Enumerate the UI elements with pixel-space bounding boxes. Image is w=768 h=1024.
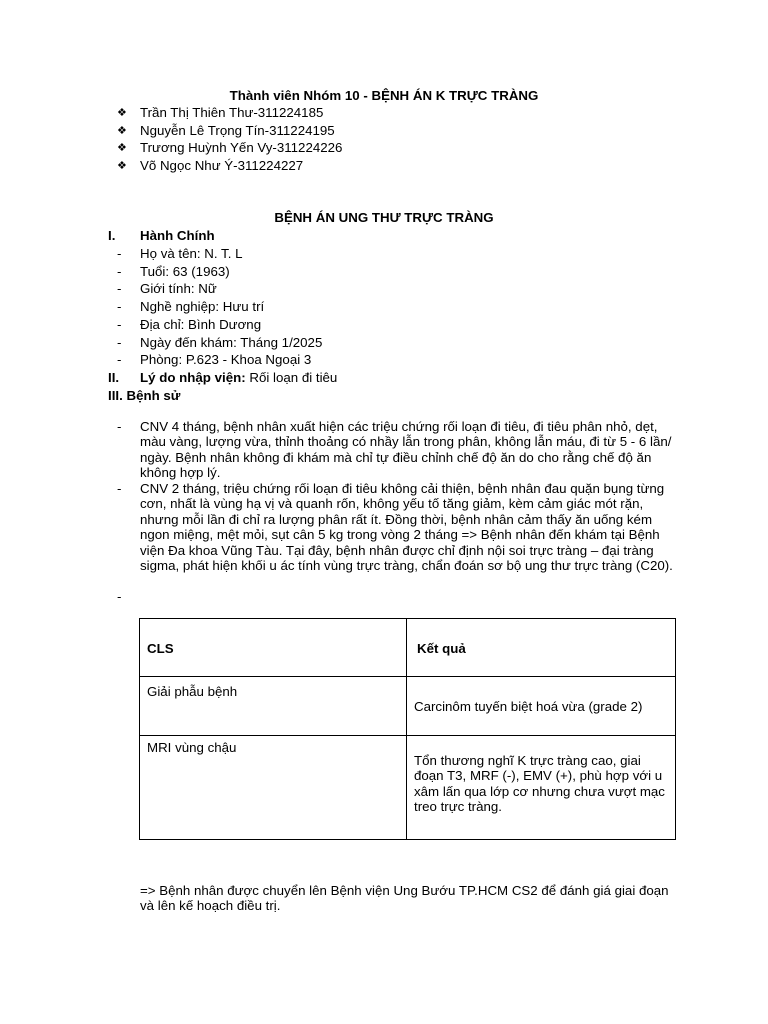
- history-paragraph: CNV 4 tháng, bệnh nhân xuất hiện các triệu chứng rối loạn đi tiêu, đi tiêu phân nhỏ, dẹt, màu vàng, lượng vừa, thỉnh thoảng có nhầy lẫn trong phân, không lẫn máu, đi từ 5 - 6 lần/ ngày. Bệnh nhân không đi khám mà chỉ tự điều chỉnh chế độ ăn do cho rằng chế độ ăn không hợp lý.: [140, 419, 672, 481]
- history-paragraph: CNV 2 tháng, triệu chứng rối loạn đi tiêu không cải thiện, bệnh nhân đau quặn bụng từng cơn, nhất là vùng hạ vị và quanh rốn, không yếu tố tăng giảm, kèm cảm giác mót rặn, nhưng mỗi lần đi chỉ ra lượng phân rất ít. Đồng thời, bệnh nhân cảm thấy ăn uống kém ngon miệng, mệt mỏi, sụt cân 5 kg trong vòng 2 tháng => Bệnh nhân đến khám tại Bệnh viện Đa khoa Vũng Tàu. Tại đây, bệnh nhân được chỉ định nội soi trực tràng – đại tràng sigma, phát hiện khối u ác tính vùng trực tràng, chẩn đoán sơ bộ ung thư trực tràng (C20).: [140, 481, 673, 574]
- member-item: Nguyễn Lê Trọng Tín-311224195: [140, 123, 335, 138]
- list-dash: -: [117, 264, 122, 279]
- table-row: [140, 736, 676, 840]
- list-dash: -: [117, 299, 122, 314]
- case-title: BỆNH ÁN UNG THƯ TRỰC TRÀNG: [274, 210, 494, 225]
- list-dash: -: [117, 281, 122, 296]
- diamond-bullet-icon: ❖: [117, 160, 127, 172]
- admin-item: Giới tính: Nữ: [140, 281, 217, 296]
- test-result: Carcinôm tuyến biệt hoá vừa (grade 2): [414, 699, 643, 714]
- member-item: Trần Thị Thiên Thư-311224185: [140, 105, 324, 120]
- admission-reason-value: Rối loạn đi tiêu: [245, 370, 338, 385]
- test-name: MRI vùng chậu: [147, 740, 237, 755]
- admin-item: Phòng: P.623 - Khoa Ngoại 3: [140, 352, 312, 367]
- member-item: Võ Ngọc Như Ý-311224227: [140, 158, 304, 173]
- admission-reason: [140, 370, 337, 385]
- diamond-bullet-icon: ❖: [117, 142, 127, 154]
- test-result: Tổn thương nghĩ K trực tràng cao, giai đoạn T3, MRF (-), EMV (+), phù hợp với u xâm lấn qua lớp cơ nhưng chưa vượt mạc treo trực tràng.: [414, 753, 665, 815]
- admin-item: Nghề nghiệp: Hưu trí: [140, 299, 265, 314]
- table-cell: [407, 677, 676, 736]
- section-title: III. Bệnh sử: [108, 388, 181, 403]
- test-name: Giải phẫu bệnh: [147, 684, 238, 699]
- section-title: Hành Chính: [140, 228, 215, 243]
- header-result: Kết quả: [417, 641, 466, 656]
- table-row: [140, 677, 676, 736]
- table-cell: [140, 677, 407, 736]
- list-dash: -: [117, 419, 122, 434]
- section-title: Lý do nhập viện:: [140, 370, 246, 385]
- admin-item: Tuổi: 63 (1963): [140, 264, 230, 279]
- list-dash: -: [117, 481, 122, 496]
- list-dash: -: [117, 352, 122, 367]
- table-header-cell: [407, 619, 676, 677]
- conclusion-text: => Bệnh nhân được chuyển lên Bệnh viện Ung Bướu TP.HCM CS2 để đánh giá giai đoạn và lên kế hoạch điều trị.: [140, 883, 669, 914]
- document-title: Thành viên Nhóm 10 - BỆNH ÁN K TRỰC TRÀNG: [229, 88, 539, 103]
- admin-item: Ngày đến khám: Tháng 1/2025: [140, 335, 323, 350]
- list-dash: -: [117, 589, 122, 604]
- section-number: I.: [108, 228, 116, 243]
- list-dash: -: [117, 246, 122, 261]
- table-cell: [140, 736, 407, 840]
- admin-item: Địa chỉ: Bình Dương: [140, 317, 262, 332]
- table-header-row: [140, 619, 676, 677]
- admin-item: Họ và tên: N. T. L: [140, 246, 243, 261]
- cls-results-table: [139, 618, 676, 840]
- header-cls: CLS: [147, 641, 174, 656]
- member-item: Trương Huỳnh Yến Vy-311224226: [140, 140, 343, 155]
- table-cell: [407, 736, 676, 840]
- diamond-bullet-icon: ❖: [117, 125, 127, 137]
- table-header-cell: [140, 619, 407, 677]
- section-number: II.: [108, 370, 120, 385]
- diamond-bullet-icon: ❖: [117, 107, 127, 119]
- list-dash: -: [117, 317, 122, 332]
- list-dash: -: [117, 335, 122, 350]
